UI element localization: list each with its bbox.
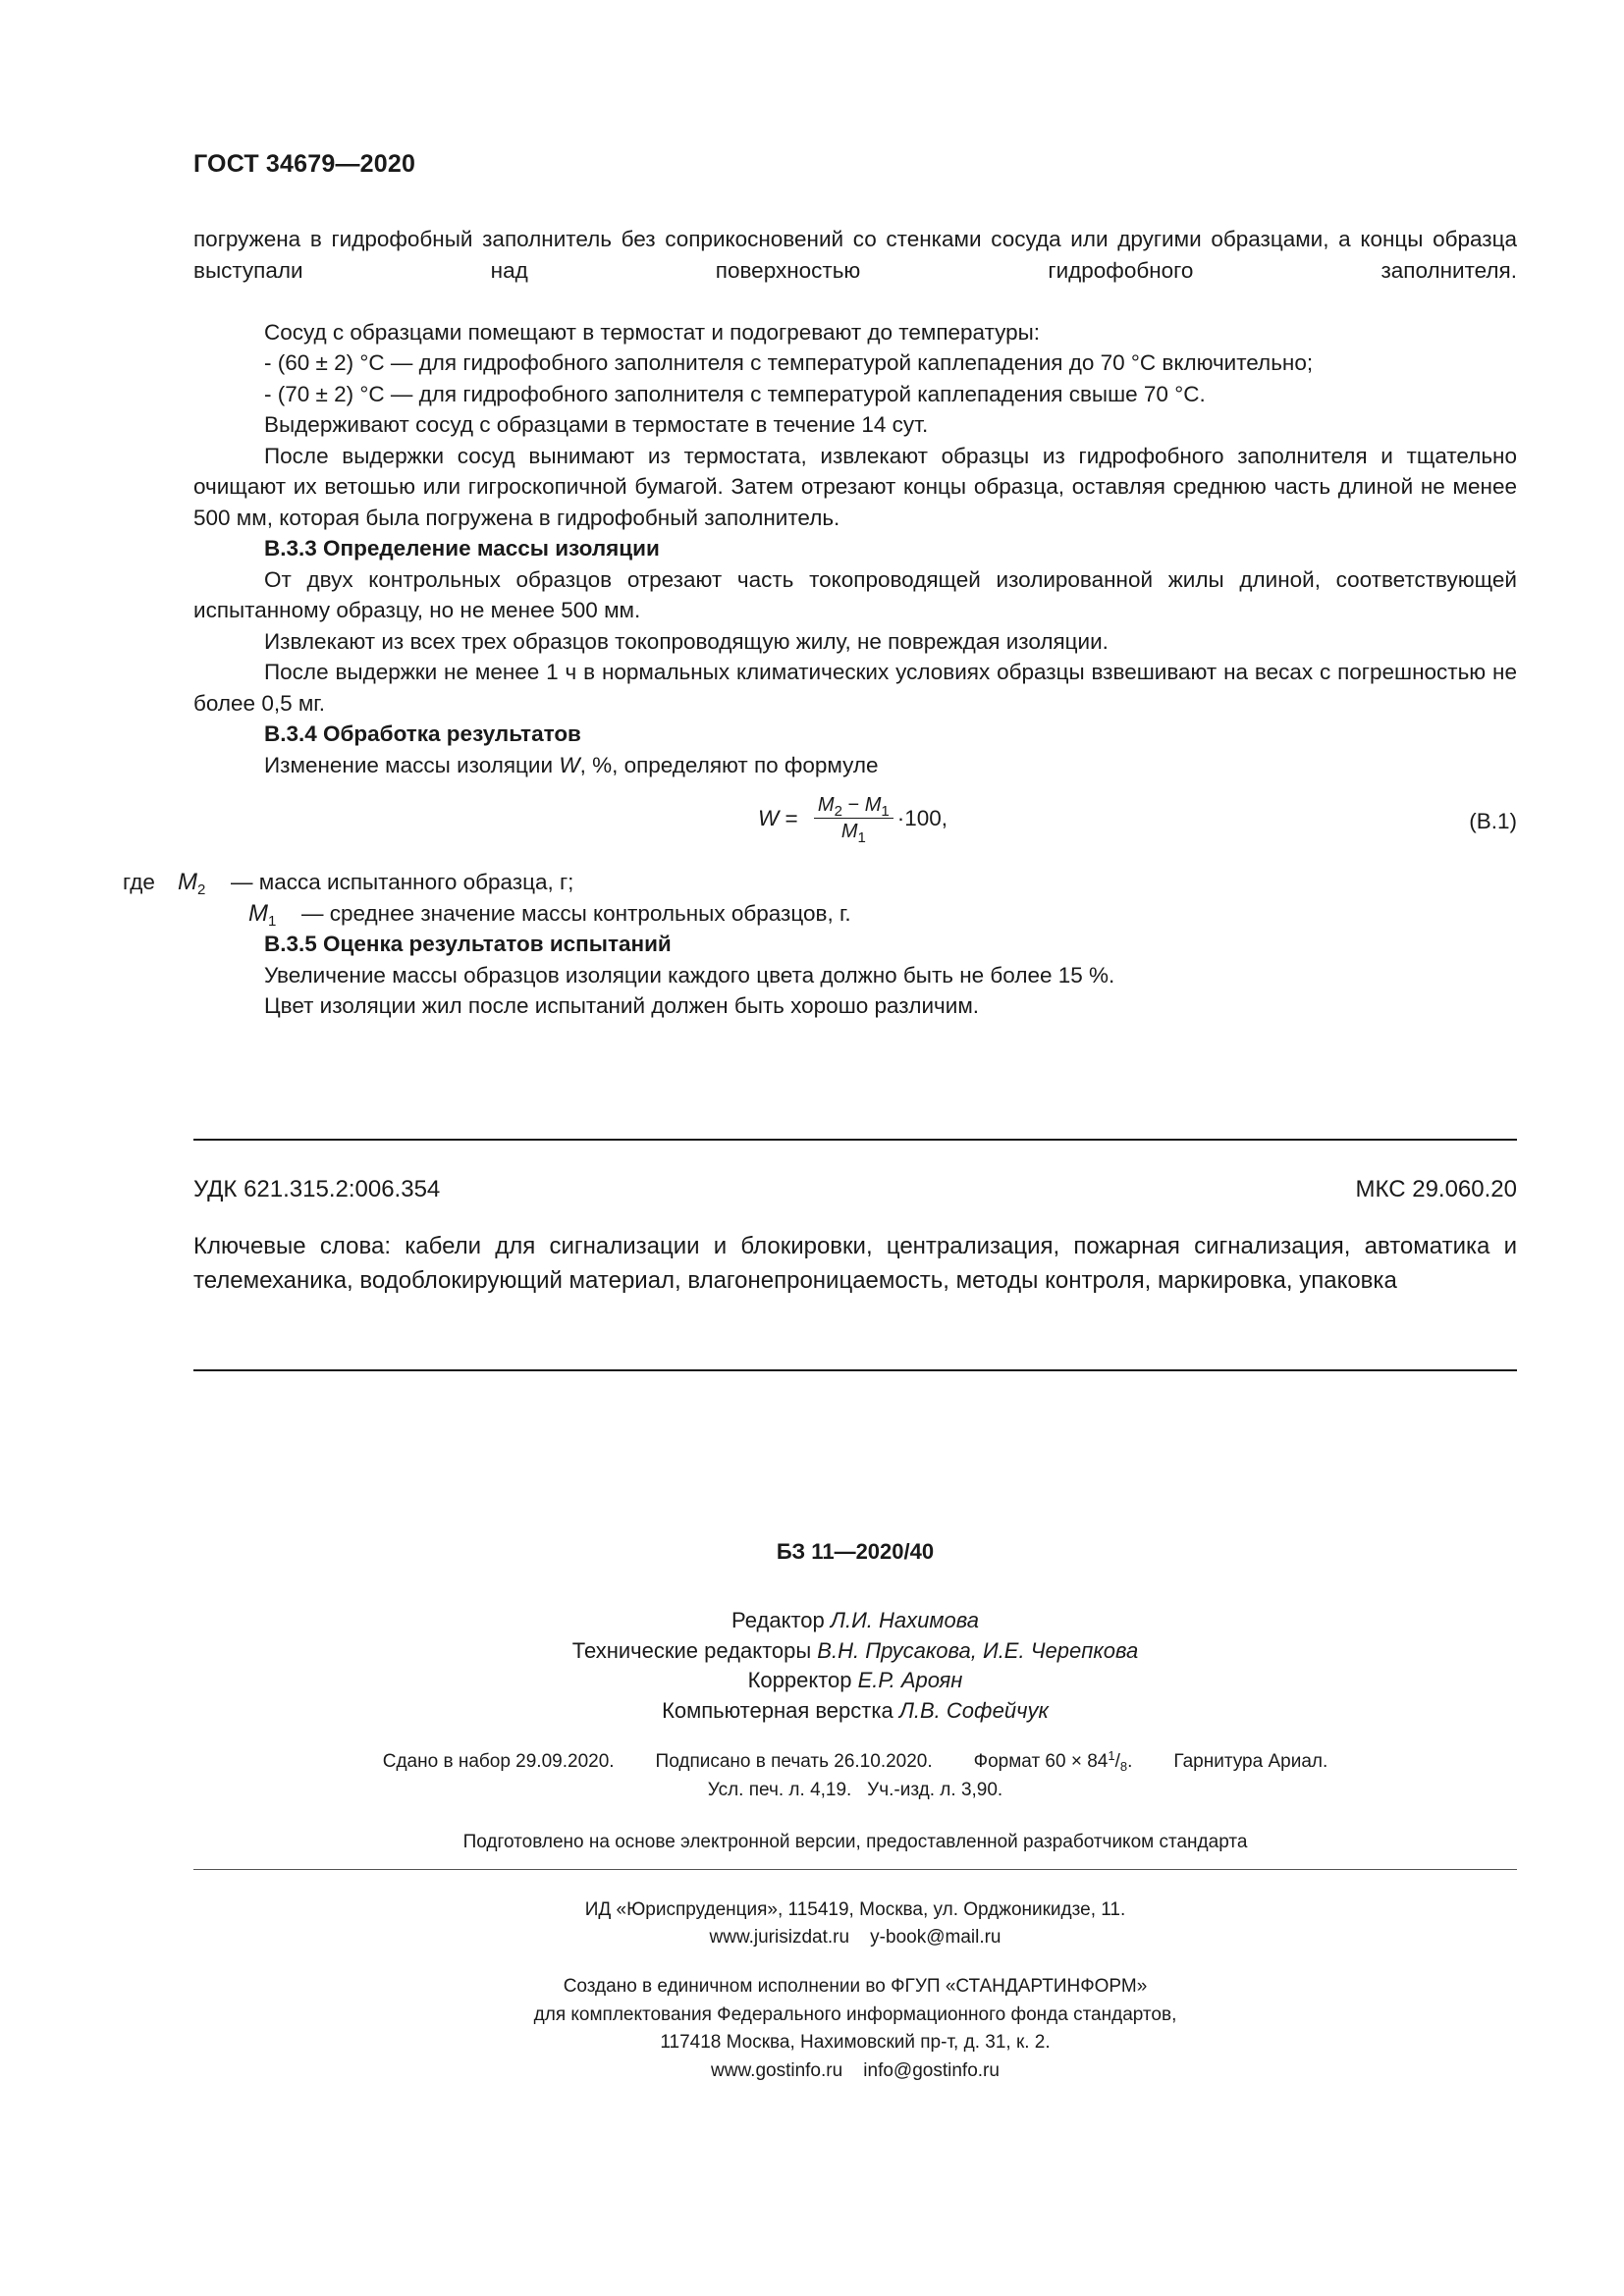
divider — [193, 1139, 1517, 1141]
body-text — [123, 224, 1517, 1022]
print-line — [193, 1776, 1517, 1804]
credit-names: Л.И. Нахимова — [830, 1608, 979, 1632]
publisher-site-link[interactable]: www.jurisizdat.ru — [709, 1927, 850, 1948]
subscript: 1 — [857, 829, 866, 846]
print-details — [193, 1747, 1517, 1804]
paragraph: После выдержки сосуд вынимают из термостата, извлекают образцы из гидрофобного заполнителя и тщательно очищают их ветошью или гигроскопичной бумагой. Затем отрезают концы образца, оставляя среднюю часть длиной не менее 500 мм, которая была погружена в гидрофобный заполнитель. — [193, 443, 1517, 530]
credit-names: Е.Р. Ароян — [857, 1668, 963, 1692]
formula-number: (В.1) — [1469, 809, 1517, 833]
paragraph: Выдерживают сосуд с образцами в термостате в течение 14 сут. — [264, 412, 929, 437]
mks-code: МКС 29.060.20 — [1355, 1176, 1517, 1202]
creator-line: для комплектования Федерального информационного фонда стандартов, — [533, 2003, 1177, 2025]
paragraph: Сосуд с образцами помещают в термостат и подогревают до температуры: — [264, 319, 1041, 345]
where-symbol — [248, 898, 301, 930]
bz-number: БЗ 11—2020/40 — [776, 1539, 935, 1564]
udk-code: УДК 621.315.2:006.354 — [193, 1176, 441, 1202]
format-sup: 1 — [1108, 1748, 1115, 1763]
list-item: - (60 ± 2) °С — для гидрофобного заполнителя с температурой каплепадения до 70 °С включительно; — [264, 350, 1314, 375]
variable: W — [559, 752, 580, 777]
format — [973, 1748, 1133, 1774]
where-row — [193, 898, 1517, 930]
minus-sign: − — [841, 794, 865, 816]
credit-role: Компьютерная верстка — [662, 1697, 899, 1723]
creator-contacts — [193, 2057, 1517, 2086]
var-m: M — [248, 899, 268, 927]
publisher-sheets: Уч.-изд. л. 3,90. — [867, 1780, 1003, 1800]
creator-info — [193, 1973, 1517, 2085]
document-header: ГОСТ 34679—2020 — [193, 150, 416, 178]
where-description: — масса испытанного образца, г; — [231, 870, 574, 894]
keywords: Ключевые слова: кабели для сигнализации и блокировки, централизация, пожарная сигнализация, автоматика и телемеханика, водоблокирующий материал, влагонепроницаемость, методы контроля, маркировка, упаковка — [193, 1233, 1517, 1294]
formula — [758, 792, 947, 844]
formula-lhs: W — [758, 805, 780, 830]
publisher-contacts — [193, 1924, 1517, 1951]
format-slash: / — [1114, 1751, 1120, 1772]
fraction-numerator — [814, 792, 893, 819]
print-line — [193, 1747, 1517, 1776]
formula-tail: ·100, — [896, 805, 948, 830]
format-end: . — [1127, 1751, 1133, 1772]
credit-line — [193, 1666, 1517, 1696]
subscript: 2 — [197, 881, 206, 898]
subscript: 1 — [268, 912, 277, 930]
creator-line: 117418 Москва, Нахимовский пр-т, д. 31, к. 2. — [660, 2032, 1051, 2053]
paragraph: Цвет изоляции жил после испытаний должен быть хорошо различим. — [264, 993, 980, 1018]
format-text: Формат 60 × 84 — [973, 1751, 1109, 1772]
where-description: — среднее значение массы контрольных образцов, г. — [301, 900, 851, 926]
text-run: Изменение массы изоляции — [264, 752, 560, 777]
divider — [193, 1369, 1517, 1371]
where-word: где — [123, 870, 155, 894]
paragraph: Извлекают из всех трех образцов токопроводящую жилу, не повреждая изоляции. — [264, 628, 1109, 654]
format-sub: 8 — [1119, 1759, 1128, 1774]
credit-role: Редактор — [731, 1608, 831, 1632]
creator-site-link[interactable]: www.gostinfo.ru — [711, 2059, 843, 2081]
where-symbol — [178, 867, 231, 898]
paragraph: погружена в гидрофобный заполнитель без соприкосновений со стенками сосуда или другими образцами, а концы образца выступали над поверхностью гидрофобного заполнителя. — [193, 227, 1517, 283]
section-heading-b34: В.3.4 Обработка результатов — [264, 721, 581, 746]
credit-line — [193, 1696, 1517, 1727]
sent-date: Сдано в набор 29.09.2020. — [382, 1751, 615, 1772]
publisher-info — [193, 1896, 1517, 1951]
divider — [193, 1869, 1517, 1870]
credit-names: Л.В. Софейчук — [898, 1697, 1049, 1723]
formula-row — [193, 788, 1517, 863]
section-heading-b35: В.3.5 Оценка результатов испытаний — [264, 932, 672, 956]
credit-names: В.Н. Прусакова, И.Е. Черепкова — [817, 1637, 1139, 1663]
creator-line: Создано в единичном исполнении во ФГУП «СТАНДАРТИНФОРМ» — [563, 1976, 1148, 1997]
typeface: Гарнитура Ариал. — [1173, 1751, 1328, 1772]
fraction-denominator — [838, 819, 870, 844]
credit-line — [193, 1606, 1517, 1636]
publisher-line: ИД «Юриспруденция», 115419, Москва, ул. Орджоникидзе, 11. — [584, 1899, 1126, 1920]
text-run: , %, определяют по формуле — [579, 752, 879, 777]
credit-role: Корректор — [747, 1668, 858, 1692]
formula-eq: = — [779, 805, 804, 830]
signed-date: Подписано в печать 26.10.2020. — [655, 1751, 933, 1772]
fraction — [814, 792, 893, 844]
where-row — [123, 867, 1517, 898]
section-heading-b33: В.3.3 Определение массы изоляции — [264, 536, 660, 561]
subscript: 2 — [834, 803, 842, 820]
credits — [193, 1606, 1517, 1726]
creator-email-link[interactable]: info@gostinfo.ru — [863, 2059, 1000, 2081]
var-m: M — [178, 869, 197, 895]
var-m: M — [817, 794, 835, 816]
var-m: M — [840, 821, 858, 842]
paragraph — [193, 750, 1517, 781]
paragraph: От двух контрольных образцов отрезают часть токопроводящей изолированной жилы длиной, соответствующей испытанному образцу, но не менее 500 мм. — [193, 566, 1517, 622]
publisher-email-link[interactable]: y-book@mail.ru — [870, 1927, 1001, 1948]
credit-line — [193, 1636, 1517, 1667]
credit-role: Технические редакторы — [571, 1637, 818, 1663]
paragraph: После выдержки не менее 1 ч в нормальных климатических условиях образцы взвешивают на весах с погрешностью не более 0,5 мг. — [193, 660, 1517, 716]
subscript: 1 — [881, 803, 890, 820]
paragraph: Увеличение массы образцов изоляции каждого цвета должно быть не более 15 %. — [264, 962, 1115, 988]
list-item: - (70 ± 2) °С — для гидрофобного заполнителя с температурой каплепадения свыше 70 °С. — [264, 381, 1206, 406]
prepared-note: Подготовлено на основе электронной версии, предоставленной разработчиком стандарта — [462, 1832, 1248, 1852]
print-sheets: Усл. печ. л. 4,19. — [707, 1780, 852, 1800]
var-m: M — [864, 794, 882, 816]
